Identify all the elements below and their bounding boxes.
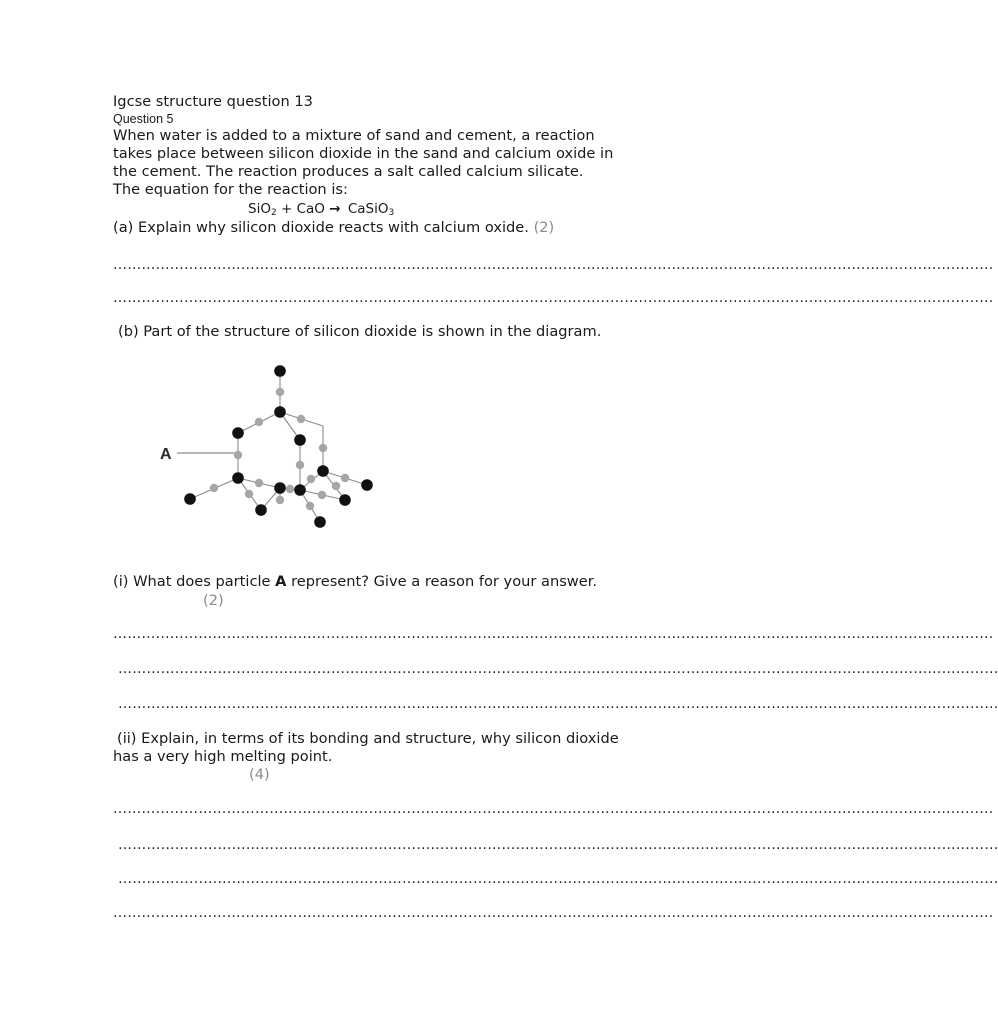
part-i-marks: (2)	[203, 592, 224, 609]
answer-line-ii-2: ……………………………………………………………………………………………………………………………………………………………………	[118, 837, 998, 853]
part-a-marks: (2)	[533, 219, 555, 236]
equation-product: CaSiO	[347, 201, 389, 217]
part-ii-marks: (4)	[249, 766, 270, 783]
answer-line-i-1: ……………………………………………………………………………………………………………………………………………………………………	[113, 626, 994, 642]
arrow-icon: →	[329, 201, 341, 217]
part-i-particle-label: A	[275, 573, 287, 590]
question-label: Question 5	[113, 112, 174, 126]
part-a-text: (a) Explain why silicon dioxide reacts with calcium oxide.	[113, 219, 529, 236]
document-title: Igcse structure question 13	[113, 93, 313, 110]
answer-line-a-2: ……………………………………………………………………………………………………………………………………………………………………	[113, 290, 994, 306]
equation-product-subscript: 3	[388, 208, 395, 218]
diagram-label-a: A	[160, 446, 172, 463]
equation-reactant-1-subscript: 2	[270, 208, 277, 218]
part-ii-question-line-2: has a very high melting point.	[113, 748, 333, 765]
intro-line-1: When water is added to a mixture of sand and cement, a reaction	[113, 127, 595, 144]
answer-line-i-3: ……………………………………………………………………………………………………………………………………………………………………	[118, 696, 998, 712]
answer-line-ii-1: ……………………………………………………………………………………………………………………………………………………………………	[113, 801, 994, 817]
answer-line-a-1: ……………………………………………………………………………………………………………………………………………………………………	[113, 257, 994, 273]
silicon-dioxide-structure-diagram	[150, 355, 390, 540]
equation-plus-reactant-2: + CaO	[280, 201, 325, 217]
answer-line-i-2: ……………………………………………………………………………………………………………………………………………………………………	[118, 661, 998, 677]
answer-line-ii-3: ……………………………………………………………………………………………………………………………………………………………………	[118, 871, 998, 887]
intro-line-3: the cement. The reaction produces a salt called calcium silicate.	[113, 163, 584, 180]
part-i-suffix: represent? Give a reason for your answer.	[291, 573, 598, 590]
intro-line-2: takes place between silicon dioxide in the sand and calcium oxide in	[113, 145, 614, 162]
answer-line-ii-4: ……………………………………………………………………………………………………………………………………………………………………	[113, 905, 994, 921]
part-b-question: (b) Part of the structure of silicon dioxide is shown in the diagram.	[118, 323, 602, 340]
part-a-question	[113, 219, 554, 237]
part-i-question	[113, 573, 597, 591]
equation-reactant-1: SiO	[248, 201, 271, 217]
part-ii-question-line-1: (ii) Explain, in terms of its bonding and structure, why silicon dioxide	[117, 730, 619, 747]
part-i-prefix: (i) What does particle	[113, 573, 271, 590]
intro-line-4: The equation for the reaction is:	[113, 181, 348, 198]
